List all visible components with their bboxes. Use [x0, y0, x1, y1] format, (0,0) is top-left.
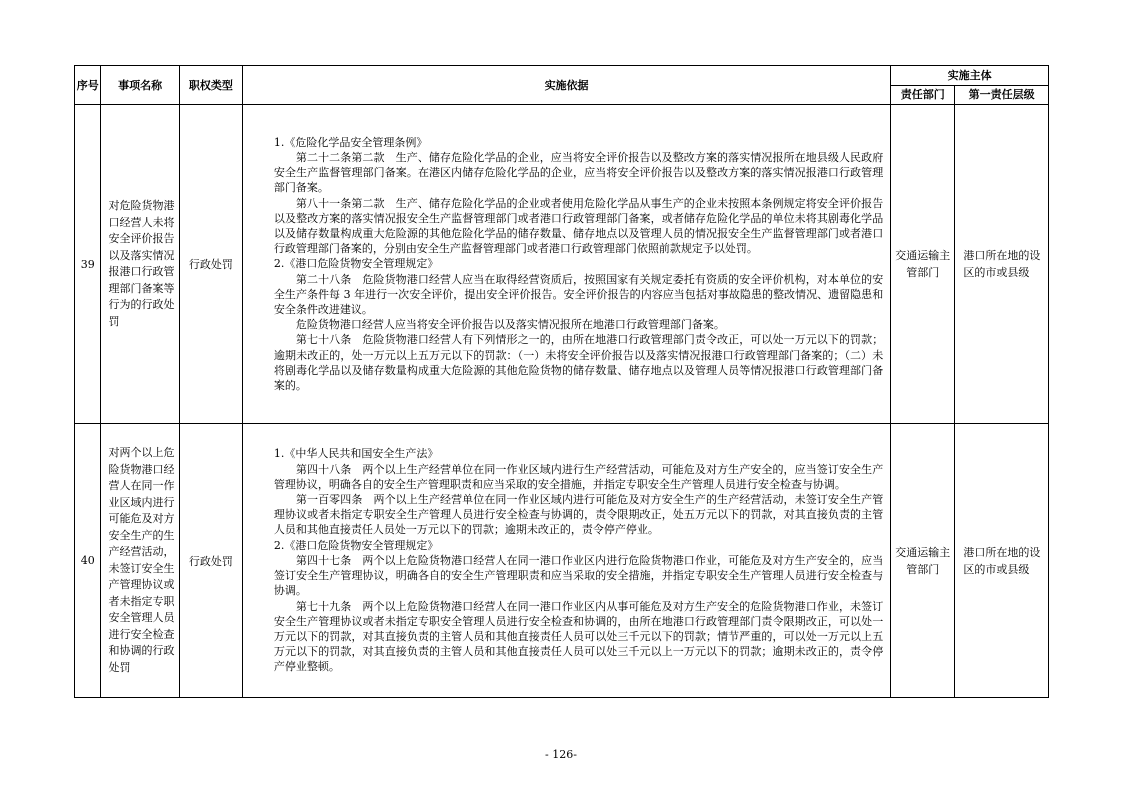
row-power-type: 行政处罚 — [179, 105, 242, 424]
basis-clause: 第七十九条 两个以上危险货物港口经营人在同一港口作业区内从事可能危及对方生产安全的危险货物港口作业，未签订安全生产管理协议或者未指定专职安全管理人员进行安全检查和协调的，由所在地港口行政管理部门责令限期改正，可以处一万元以下的罚款，对其直接负责的主管人员和其他直接责任人员可以处三千元以下的罚款；情节严重的，可以处一万元以上五万元以下的罚款，对其直接负责的主管人员和其他直接责任人员可以处三千元以上一万元以下的罚款；逾期未改正的，责令停产停业整顿。 — [273, 599, 884, 674]
row-item-name: 对危险货物港口经营人未将安全评价报告以及落实情况报港口行政管理部门备案等行为的行政处罚 — [101, 105, 179, 424]
row-level: 港口所在地的设区的市或县级 — [955, 424, 1049, 698]
row-seq: 40 — [75, 424, 101, 698]
header-row — [75, 66, 1049, 86]
basis-clause: 第二十八条 危险货物港口经营人应当在取得经营资质后，按照国家有关规定委托有资质的安全评价机构，对本单位的安全生产条件每 3 年进行一次安全评价，提出安全评价报告。安全评价报告的内容应当包括对事故隐患的整改情况、遗留隐患和安全条件改进建议。 — [273, 272, 884, 316]
basis-clause: 第七十八条 危险货物港口经营人有下列情形之一的，由所在地港口行政管理部门责令改正，可以处一万元以下的罚款；逾期未改正的，处一万元以上五万元以下的罚款：（一）未将安全评价报告以及落实情况报港口行政管理部门备案的；（二）未将剧毒化学品以及储存数量构成重大危险源的其他危险货物的储存数量、储存地点以及管理人员等情况报港口行政管理部门备案的。 — [273, 333, 884, 393]
basis-clause: 第八十一条第二款 生产、储存危险化学品的企业或者使用危险化学品从事生产的企业未按照本条例规定将安全评价报告以及整改方案的落实情况报安全生产监督管理部门或者港口行政管理部门备案，或者储存危险化学品的单位未将其剧毒化学品以及储存数量构成重大危险源的其他危险化学品的储存数量、储存地点以及管理人员的情况报安全生产监督管理部门或者港口行政管理部门备案的，分别由安全生产监督管理部门或者港口行政管理部门依照前款规定予以处罚。 — [273, 196, 884, 256]
basis-law-title: 2.《港口危险货物安全管理规定》 — [273, 257, 439, 271]
row-power-type: 行政处罚 — [179, 424, 242, 698]
header-dept: 责任部门 — [891, 85, 955, 105]
basis-law-title: 1.《中华人民共和国安全生产法》 — [273, 447, 439, 461]
row-basis — [242, 424, 890, 698]
basis-clause: 第二十二条第二款 生产、储存危险化学品的企业，应当将安全评价报告以及整改方案的落实情况报所在地县级人民政府安全生产监督管理部门备案。在港区内储存危险化学品的企业，应当将安全评价报告以及整改方案的落实情况报港口行政管理部门备案。 — [273, 150, 884, 195]
header-seq: 序号 — [75, 66, 101, 105]
basis-law-title: 2.《港口危险货物安全管理规定》 — [273, 538, 439, 552]
basis-clause: 第四十七条 两个以上危险货物港口经营人在同一港口作业区内进行危险货物港口作业，可能危及对方生产安全的，应当签订安全生产管理协议，明确各自的安全生产管理职责和应当采取的安全措施，并指定专职安全生产管理人员进行安全检查与协调。 — [273, 553, 884, 598]
header-basis: 实施依据 — [242, 66, 890, 105]
basis-law-title: 1.《危险化学品安全管理条例》 — [273, 135, 428, 149]
basis-clause: 第四十八条 两个以上生产经营单位在同一作业区域内进行生产经营活动，可能危及对方生产安全的，应当签订安全生产管理协议，明确各自的安全生产管理职责和应当采取的安全措施，并指定专职安全生产管理人员进行安全检查与协调。 — [273, 462, 884, 491]
header-name: 事项名称 — [101, 66, 179, 105]
header-level: 第一责任层级 — [955, 85, 1049, 105]
header-subject: 实施主体 — [891, 66, 1049, 86]
row-seq: 39 — [75, 105, 101, 424]
row-item-name: 对两个以上危险货物港口经营人在同一作业区域内进行可能危及对方安全生产的生产经营活动，未签订安全生产管理协议或者未指定专职安全管理人员进行安全检查和协调的行政处罚 — [101, 424, 179, 698]
enforcement-items-table — [74, 65, 1049, 698]
row-level: 港口所在地的设区的市或县级 — [955, 105, 1049, 424]
row-dept: 交通运输主管部门 — [891, 105, 955, 424]
basis-clause: 危险货物港口经营人应当将安全评价报告以及落实情况报所在地港口行政管理部门备案。 — [295, 318, 725, 332]
row-basis — [242, 105, 890, 424]
table-row — [75, 105, 1049, 424]
table-row — [75, 424, 1049, 698]
basis-clause: 第一百零四条 两个以上生产经营单位在同一作业区域内进行可能危及对方安全生产的生产经营活动，未签订安全生产管理协议或者未指定专职安全生产管理人员进行安全检查与协调的，责令限期改正，处五万元以下的罚款，对其直接负责的主管人员和其他直接责任人员处一万元以下的罚款；逾期未改正的，责令停产停业。 — [273, 493, 884, 537]
page-number: - 126- — [545, 748, 577, 761]
header-power-type: 职权类型 — [179, 66, 242, 105]
row-dept: 交通运输主管部门 — [891, 424, 955, 698]
